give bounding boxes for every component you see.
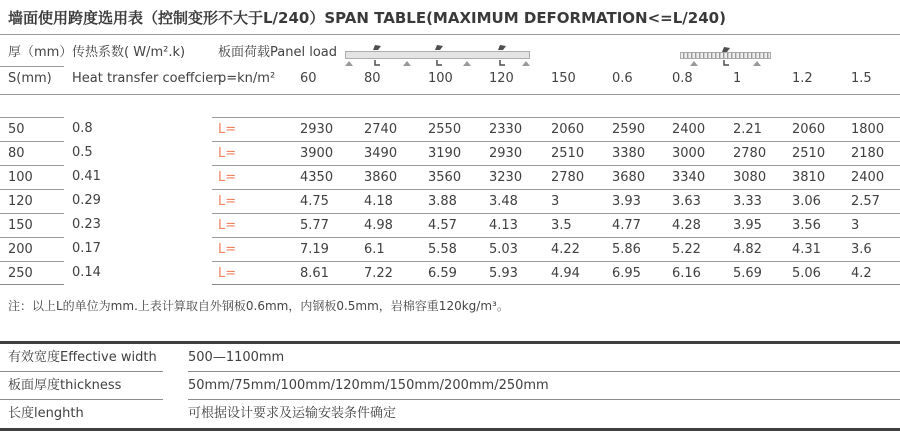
thickness-value: 120 xyxy=(0,189,64,213)
span-value: 4.2 xyxy=(849,261,900,285)
thickness-value: 150 xyxy=(0,213,64,237)
spec-divider-gap xyxy=(163,372,188,400)
load-column-header: 80 xyxy=(362,67,426,95)
spec-divider-gap xyxy=(163,400,188,428)
span-value: 2.57 xyxy=(849,189,900,213)
span-value: 5.86 xyxy=(610,237,670,261)
span-value: 3.63 xyxy=(670,189,731,213)
col-header-load-unit: p=kn/m² xyxy=(212,67,298,95)
span-value: 3.6 xyxy=(849,237,900,261)
span-value: 4.98 xyxy=(362,213,426,237)
span-length-label: L= xyxy=(212,117,298,141)
coefficient-value: 0.41 xyxy=(72,169,101,184)
span-value: 2060 xyxy=(790,117,849,141)
span-value: 3.06 xyxy=(790,189,849,213)
spec-value: 50mm/75mm/100mm/120mm/150mm/200mm/250mm xyxy=(188,372,900,400)
thickness-value: 200 xyxy=(0,237,64,261)
span-length-label: L= xyxy=(212,213,298,237)
span-value: 3810 xyxy=(790,165,849,189)
span-value: 2060 xyxy=(549,117,610,141)
span-value: 3 xyxy=(549,189,610,213)
span-value: 3.48 xyxy=(487,189,549,213)
span-value: 5.93 xyxy=(487,261,549,285)
span-table-header xyxy=(0,35,900,95)
col-header-panel-load-cn: 板面荷载Panel load xyxy=(218,45,337,60)
span-length-label: L= xyxy=(212,165,298,189)
span-value: 2550 xyxy=(426,117,487,141)
span-value: 5.06 xyxy=(790,261,849,285)
col-header-thickness-cn: 厚（mm） xyxy=(0,35,64,67)
table-row xyxy=(0,189,900,213)
span-value: 3000 xyxy=(670,141,731,165)
span-value: 2.21 xyxy=(731,117,790,141)
span-value: 4.77 xyxy=(610,213,670,237)
load-column-header: 100 xyxy=(426,67,487,95)
span-value: 3.93 xyxy=(610,189,670,213)
load-column-header: 1 xyxy=(731,67,790,95)
spec-value: 可根据设计要求及运输安装条件确定 xyxy=(188,406,397,421)
span-value: 8.61 xyxy=(298,261,362,285)
coefficient-value: 0.29 xyxy=(72,193,101,208)
span-value: 4.82 xyxy=(731,237,790,261)
span-value: 3560 xyxy=(426,165,487,189)
spec-label: 长度lenghth xyxy=(8,406,84,421)
span-value: 3490 xyxy=(362,141,426,165)
span-value: 4.18 xyxy=(362,189,426,213)
span-value: 5.77 xyxy=(298,213,362,237)
thickness-value: 50 xyxy=(0,117,64,141)
span-value: 4.94 xyxy=(549,261,610,285)
span-table-body xyxy=(0,117,900,285)
span-value: 3230 xyxy=(487,165,549,189)
span-value: 3900 xyxy=(298,141,362,165)
span-value: 4.13 xyxy=(487,213,549,237)
span-value: 6.16 xyxy=(670,261,731,285)
span-value: 3.95 xyxy=(731,213,790,237)
thickness-value: 80 xyxy=(0,141,64,165)
span-value: 4.57 xyxy=(426,213,487,237)
header-row-cn xyxy=(0,35,900,67)
load-column-header: 1.2 xyxy=(790,67,849,95)
span-value: 3680 xyxy=(610,165,670,189)
header-row-en xyxy=(0,67,900,95)
span-value: 3 xyxy=(849,213,900,237)
span-value: 2780 xyxy=(731,141,790,165)
span-value: 2180 xyxy=(849,141,900,165)
span-value: 3.88 xyxy=(426,189,487,213)
col-header-coefficient-en: Heat transfer coeffcien xyxy=(64,67,212,95)
span-value: 3340 xyxy=(670,165,731,189)
span-value: 7.22 xyxy=(362,261,426,285)
table-row xyxy=(0,237,900,261)
span-length-label: L= xyxy=(212,189,298,213)
span-value: 7.19 xyxy=(298,237,362,261)
span-value: 4350 xyxy=(298,165,362,189)
load-column-header: 60 xyxy=(298,67,362,95)
footnote: 注：以上L的单位为mm.上表计算取自外钢板0.6mm，内钢板0.5mm，岩棉容重120kg/m³。 xyxy=(8,299,509,313)
span-value: 3860 xyxy=(362,165,426,189)
span-value: 4.75 xyxy=(298,189,362,213)
span-value: 2400 xyxy=(849,165,900,189)
table-row xyxy=(0,261,900,285)
span-value: 6.59 xyxy=(426,261,487,285)
col-header-coefficient-cn: 传热系数( W/m².k) xyxy=(72,45,186,60)
coefficient-value: 0.14 xyxy=(72,265,101,280)
table-row xyxy=(0,213,900,237)
table-row xyxy=(0,165,900,189)
load-column-header: 1.5 xyxy=(849,67,900,95)
coefficient-value: 0.23 xyxy=(72,217,101,232)
span-value: 6.95 xyxy=(610,261,670,285)
span-value: 2930 xyxy=(298,117,362,141)
spec-row xyxy=(0,344,900,372)
coefficient-value: 0.8 xyxy=(72,121,93,136)
table-row xyxy=(0,141,900,165)
span-value: 2780 xyxy=(549,165,610,189)
span-value: 4.28 xyxy=(670,213,731,237)
span-value: 5.03 xyxy=(487,237,549,261)
spec-label: 有效宽度Effective width xyxy=(0,344,163,372)
span-value: 2590 xyxy=(610,117,670,141)
spec-divider-gap xyxy=(163,344,188,372)
spec-label: 板面厚度thickness xyxy=(0,372,163,400)
span-value: 3380 xyxy=(610,141,670,165)
span-value: 2740 xyxy=(362,117,426,141)
table-row xyxy=(0,117,900,141)
span-value: 6.1 xyxy=(362,237,426,261)
span-value: 2510 xyxy=(549,141,610,165)
span-length-label: L= xyxy=(212,237,298,261)
span-length-label: L= xyxy=(212,141,298,165)
page-title: 墙面使用跨度选用表（控制变形不大于L/240）SPAN TABLE(MAXIMUM DEFORMATION<=L/240) xyxy=(0,0,900,35)
span-value: 5.22 xyxy=(670,237,731,261)
load-column-header: 150 xyxy=(549,67,610,95)
thickness-value: 250 xyxy=(0,261,64,285)
span-value: 2330 xyxy=(487,117,549,141)
load-column-header: 120 xyxy=(487,67,549,95)
col-header-thickness-en: S(mm) xyxy=(0,67,64,95)
coefficient-value: 0.5 xyxy=(72,145,93,160)
span-value: 2930 xyxy=(487,141,549,165)
spec-row xyxy=(0,372,900,400)
coefficient-value: 0.17 xyxy=(72,241,101,256)
spec-row xyxy=(0,400,900,428)
span-value: 2400 xyxy=(670,117,731,141)
span-value: 5.58 xyxy=(426,237,487,261)
span-value: 3.5 xyxy=(549,213,610,237)
load-column-header: 0.6 xyxy=(610,67,670,95)
span-value: 5.69 xyxy=(731,261,790,285)
span-value: 4.31 xyxy=(790,237,849,261)
span-value: 3190 xyxy=(426,141,487,165)
thickness-value: 100 xyxy=(0,165,64,189)
load-column-header: 0.8 xyxy=(670,67,731,95)
span-value: 4.22 xyxy=(549,237,610,261)
span-value: 3.33 xyxy=(731,189,790,213)
span-value: 2510 xyxy=(790,141,849,165)
span-length-label: L= xyxy=(212,261,298,285)
span-value: 3080 xyxy=(731,165,790,189)
specs-table xyxy=(0,341,900,431)
span-value: 1800 xyxy=(849,117,900,141)
span-value: 3.56 xyxy=(790,213,849,237)
spec-value: 500—1100mm xyxy=(188,344,900,372)
